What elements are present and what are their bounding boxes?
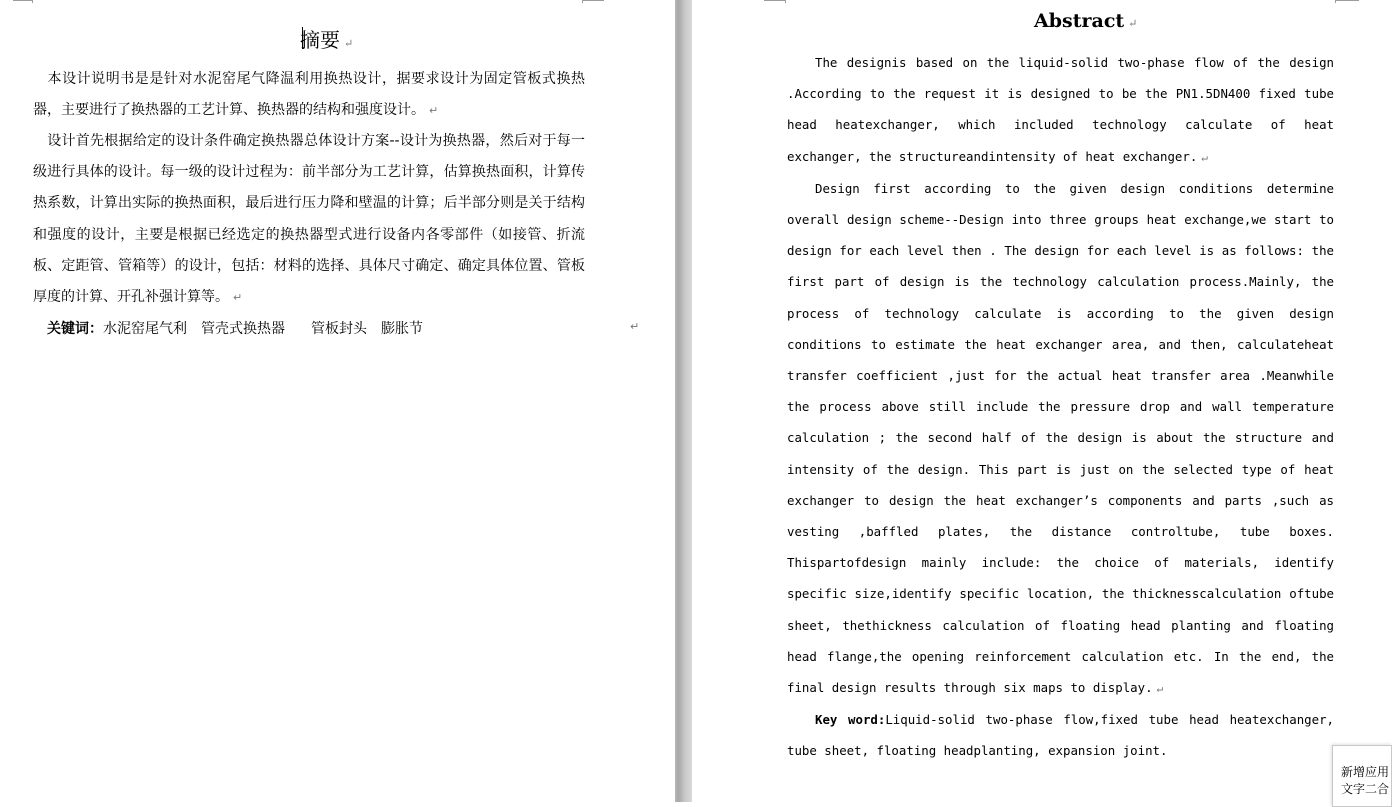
english-abstract-paragraph-1[interactable] — [787, 47, 1334, 173]
notification-line-1: 新增应用 — [1341, 765, 1390, 779]
english-abstract-title[interactable] — [1034, 10, 1137, 32]
chinese-paragraph-1-text: 本设计说明书是是针对水泥窑尾气降温利用换热设计，据要求设计为固定管板式换热器，主要进行了换热器的工艺计算、换热器的结构和强度设计。 — [33, 71, 585, 119]
chinese-abstract-title[interactable] — [300, 24, 353, 53]
page-gap-divider — [675, 0, 692, 802]
english-keywords-label: Key word: — [815, 712, 886, 728]
chinese-abstract-paragraph-1[interactable] — [33, 64, 585, 126]
page-corner-mark — [764, 0, 786, 1]
chinese-abstract-title-text: 摘要 — [300, 28, 340, 52]
keyword-item: 水泥窑尾气利 — [103, 321, 187, 337]
chinese-abstract-paragraph-2[interactable] — [33, 126, 585, 313]
notification-popup[interactable] — [1332, 745, 1392, 807]
paragraph-mark-icon: ↵ — [429, 104, 439, 118]
page-corner-mark — [1335, 0, 1359, 1]
english-abstract-paragraph-2[interactable] — [787, 173, 1334, 704]
english-paragraph-1-text: The designis based on the liquid-solid two-phase flow of the design .According to the request it is designed to be the PN1.5DN400 fixed tube head heatexchanger, which included technology calculate of heat exchanger, the structureandintensity of heat exchanger. — [787, 55, 1334, 164]
left-page — [0, 0, 675, 802]
page-corner-mark — [1335, 0, 1336, 3]
keyword-item: 管板封头 — [311, 321, 367, 337]
page-corner-mark — [785, 0, 786, 3]
page-corner-mark — [32, 0, 33, 3]
page-corner-mark — [582, 0, 583, 3]
paragraph-mark-icon: ↵ — [233, 291, 243, 305]
chinese-paragraph-2-text: 设计首先根据给定的设计条件确定换热器总体设计方案--设计为换热器，然后对于每一级进行具体的设计。每一级的设计过程为：前半部分为工艺计算，估算换热面积，计算传热系数，计算出实际的换热面积，最后进行压力降和壁温的计算；后半部分则是关于结构和强度的设计，主要是根据已经选定的换热器型式进行设备内各零部件（如接管、折流板、定距管、管箱等）的设计，包括：材料的选择、具体尺寸确定、确定具体位置、管板厚度的计算、开孔补强计算等。 — [33, 133, 585, 306]
notification-line-2: 文字二合 — [1341, 782, 1390, 796]
paragraph-mark-icon: ↵ — [1156, 682, 1164, 696]
keyword-item: 管壳式换热器 — [201, 321, 285, 337]
paragraph-mark-icon: ↵ — [630, 320, 640, 333]
english-paragraph-2-text: Design first according to the given design conditions determine overall design scheme--Design into three groups heat exchange,we start to design for each level then . The design for each level is as follows: the first part of design is the technology calculation process.Mainly, the process of technology calculate is according to the given design conditions to estimate the heat exchanger area, and then, calculateheat transfer coefficient ,just for the actual heat transfer area .Meanwhile the process above still include the pressure drop and wall temperature calculation ; the second half of the design is about the structure and intensity of the design. This part is just on the selected type of heat exchanger to design the heat exchanger’s components and parts ,such as vesting ,baffled plates, the distance controltube, tube boxes. Thispartofdesign mainly include: the choice of materials, identify specific size,identify specific location, the thicknesscalculation oftube sheet, thethickness calculation of floating head planting and floating head flange,the opening reinforcement calculation etc. In the end, the final design results through six maps to display. — [787, 180, 1334, 696]
page-corner-mark — [13, 0, 33, 1]
paragraph-mark-icon: ↵ — [344, 37, 354, 50]
chinese-keywords[interactable] — [47, 318, 437, 340]
english-keywords-text: Liquid-solid two-phase flow,fixed tube head heatexchanger, tube sheet, floating headplanting, expansion joint. — [787, 712, 1335, 759]
page-corner-mark — [582, 0, 604, 1]
paragraph-mark-icon: ↵ — [1201, 150, 1208, 164]
keyword-item: 膨胀节 — [381, 321, 423, 337]
english-abstract-body[interactable] — [787, 47, 1334, 767]
chinese-keywords-label: 关键词： — [47, 321, 103, 337]
english-abstract-title-text: Abstract — [1034, 10, 1125, 32]
paragraph-mark-icon: ↵ — [1128, 17, 1138, 30]
english-keywords[interactable] — [787, 704, 1334, 766]
